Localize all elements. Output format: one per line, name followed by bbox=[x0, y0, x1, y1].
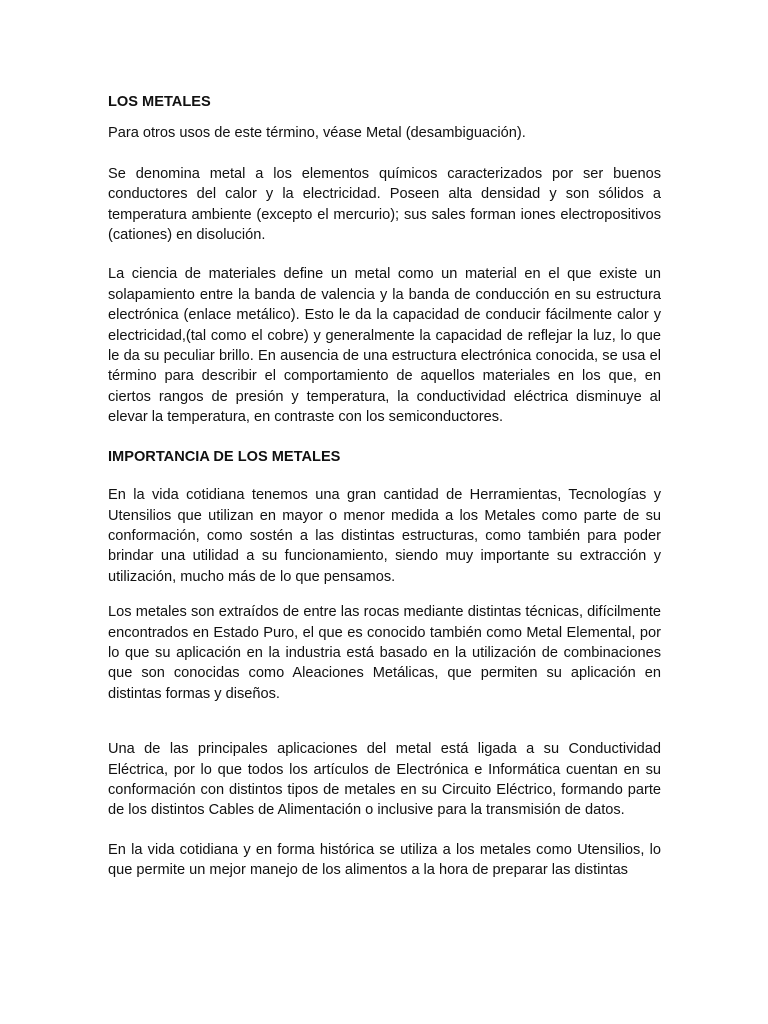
disambiguation-note: Para otros usos de este término, véase Metal (desambiguación). bbox=[108, 125, 526, 142]
paragraph-conductivity: Una de las principales aplicaciones del metal está ligada a su Conductividad Eléctrica, por lo que todos los artículos de Electrónica e Informática cuentan en su conformación con distintos tipos de metales en su Circuito Eléctrico, formando parte de los distintos Cables de Alimentación o inclusive para la transmisión de datos. bbox=[108, 741, 661, 819]
paragraph-everyday-use: En la vida cotidiana tenemos una gran cantidad de Herramientas, Tecnologías y Utensilios que utilizan en mayor o menor medida a los Metales como parte de su conformación, como sostén a las distintas estructuras, como también para poder brindar una utilidad a su funcionamiento, siendo muy importante su extracción y utilización, mucho más de lo que pensamos. bbox=[108, 487, 661, 585]
heading-los-metales: LOS METALES bbox=[108, 94, 211, 110]
paragraph-definition: Se denomina metal a los elementos químicos caracterizados por ser buenos conductores del calor y la electricidad. Poseen alta densidad y son sólidos a temperatura ambiente (excepto el mercurio); sus sales forman iones electropositivos (cationes) en disolución. bbox=[108, 165, 661, 244]
paragraph-materials-science: La ciencia de materiales define un metal como un material en el que existe un solapamiento entre la banda de valencia y la banda de conducción en su estructura electrónica (enlace metálico). Esto le da la capacidad de conducir fácilmente calor y electricidad,(tal como el cobre) y generalmente la capacidad de reflejar la luz, lo que le da su peculiar brillo. En ausencia de una estructura electrónica conocida, se usa el término para describir el comportamiento de aquellos materiales en los que, en ciertos rangos de presión y temperatura, la conductividad eléctrica disminuye al elevar la temperatura, en contraste con los semiconductores. bbox=[108, 266, 661, 426]
heading-importancia: IMPORTANCIA DE LOS METALES bbox=[108, 448, 341, 465]
document-page bbox=[108, 92, 661, 881]
paragraph-extraction: Los metales son extraídos de entre las rocas mediante distintas técnicas, difícilmente encontrados en Estado Puro, el que es conocido también como Metal Elemental, por lo que su aplicación en la industria está basado en la utilización de combinaciones que son conocidas como Aleaciones Metálicas, que permiten su aplicación en distintas formas y diseños. bbox=[108, 604, 661, 702]
paragraph-utensils: En la vida cotidiana y en forma histórica se utiliza a los metales como Utensilios, lo que permite un mejor manejo de los alimentos a la hora de preparar las distintas bbox=[108, 841, 661, 879]
